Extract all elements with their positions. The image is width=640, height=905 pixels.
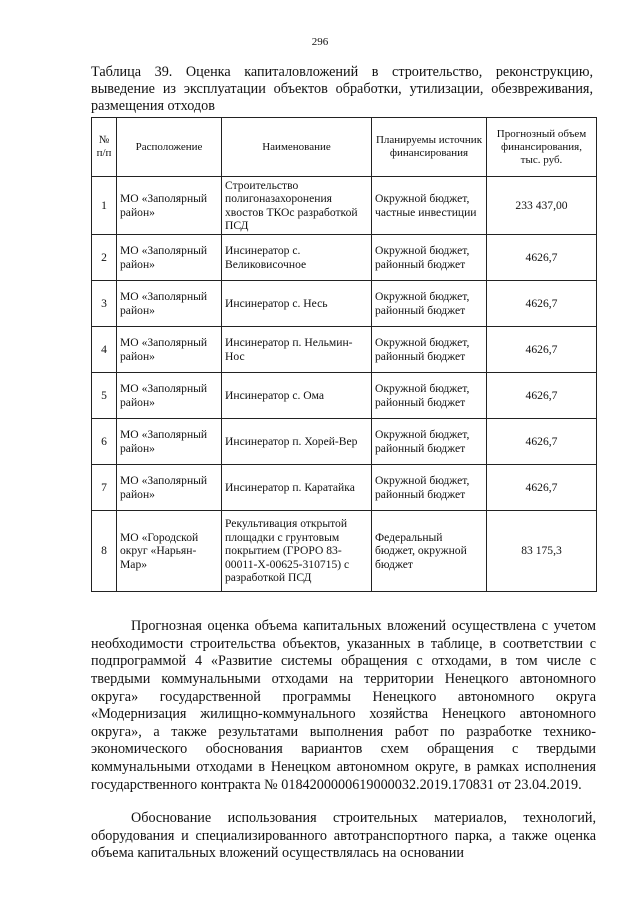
body-paragraph-1: Прогнозная оценка объема капитальных вложений осуществлена с учетом необходимости строительства объектов, указанных в таблице, в соответствии с подпрограммой 4 «Развитие системы обращения с отходами, в том числе с твердыми коммунальными отходами на территории Ненецкого автономного округа» государственной программы Ненецкого автономного округа «Модернизация жилищно-коммунального хозяйства Ненецкого автономного округа», а также результатами выполнения работ по разработке технико-экономического обоснования вариантов схем обращения с твердыми коммунальными отходами в Ненецком автономном округе, в рамках исполнения государственного контракта № 0184200000619000032.2019.170831 от 23.04.2019.: [91, 618, 596, 793]
body-paragraph-2: Обоснование использования строительных материалов, технологий, оборудования и специализированного автотранспортного парка, а также оценка объема капитальных вложений осуществлялась на основании: [91, 810, 596, 862]
header-location: Расположение: [117, 118, 222, 177]
table-caption: Таблица 39. Оценка капиталовложений в строительство, реконструкцию, выведение из эксплуатации объектов обработки, утилизации, обезвреживания, размещения отходов: [91, 64, 593, 114]
row-source: Окружной бюджет, частные инвестиции: [372, 177, 487, 235]
row-location: МО «Городской округ «Нарьян-Мар»: [117, 511, 222, 592]
row-amount: 4626,7: [487, 465, 597, 511]
row-name: Инсинератор с. Великовисочное: [222, 235, 372, 281]
row-number: 7: [92, 465, 117, 511]
row-location: МО «Заполярный район»: [117, 465, 222, 511]
table-row: [92, 235, 597, 281]
row-location: МО «Заполярный район»: [117, 327, 222, 373]
row-amount: 4626,7: [487, 235, 597, 281]
table-row: [92, 373, 597, 419]
row-name: Инсинератор с. Несь: [222, 281, 372, 327]
row-amount: 83 175,3: [487, 511, 597, 592]
row-source: Федеральный бюджет, окружной бюджет: [372, 511, 487, 592]
row-location: МО «Заполярный район»: [117, 177, 222, 235]
row-number: 4: [92, 327, 117, 373]
table-row: [92, 465, 597, 511]
row-number: 8: [92, 511, 117, 592]
row-amount: 4626,7: [487, 327, 597, 373]
investment-table: [91, 117, 597, 592]
row-amount: 233 437,00: [487, 177, 597, 235]
table-row: [92, 281, 597, 327]
table-row: [92, 177, 597, 235]
table-row: [92, 511, 597, 592]
header-source: Планируемы источник финансирования: [372, 118, 487, 177]
header-name: Наименование: [222, 118, 372, 177]
row-name: Рекультивация открытой площадки с грунтовым покрытием (ГРОРО 83-00011-Х-00625-310715) с разработкой ПСД: [222, 511, 372, 592]
row-amount: 4626,7: [487, 419, 597, 465]
row-number: 1: [92, 177, 117, 235]
row-name: Инсинератор п. Нельмин-Нос: [222, 327, 372, 373]
table-row: [92, 419, 597, 465]
row-source: Окружной бюджет, районный бюджет: [372, 235, 487, 281]
page-number: 296: [311, 36, 329, 48]
table-row: [92, 327, 597, 373]
row-source: Окружной бюджет, районный бюджет: [372, 281, 487, 327]
row-location: МО «Заполярный район»: [117, 419, 222, 465]
row-number: 6: [92, 419, 117, 465]
row-source: Окружной бюджет, районный бюджет: [372, 373, 487, 419]
row-name: Инсинератор с. Ома: [222, 373, 372, 419]
header-amount: Прогнозный объем финансирования, тыс. руб.: [487, 118, 597, 177]
row-name: Строительство полигоназахоронения хвостов ТКОс разработкой ПСД: [222, 177, 372, 235]
header-number: № п/п: [92, 118, 117, 177]
row-amount: 4626,7: [487, 281, 597, 327]
row-source: Окружной бюджет, районный бюджет: [372, 327, 487, 373]
row-name: Инсинератор п. Хорей-Вер: [222, 419, 372, 465]
row-name: Инсинератор п. Каратайка: [222, 465, 372, 511]
row-source: Окружной бюджет, районный бюджет: [372, 465, 487, 511]
row-number: 5: [92, 373, 117, 419]
table-header-row: [92, 118, 597, 177]
row-number: 3: [92, 281, 117, 327]
row-source: Окружной бюджет, районный бюджет: [372, 419, 487, 465]
row-amount: 4626,7: [487, 373, 597, 419]
row-number: 2: [92, 235, 117, 281]
row-location: МО «Заполярный район»: [117, 235, 222, 281]
row-location: МО «Заполярный район»: [117, 373, 222, 419]
row-location: МО «Заполярный район»: [117, 281, 222, 327]
